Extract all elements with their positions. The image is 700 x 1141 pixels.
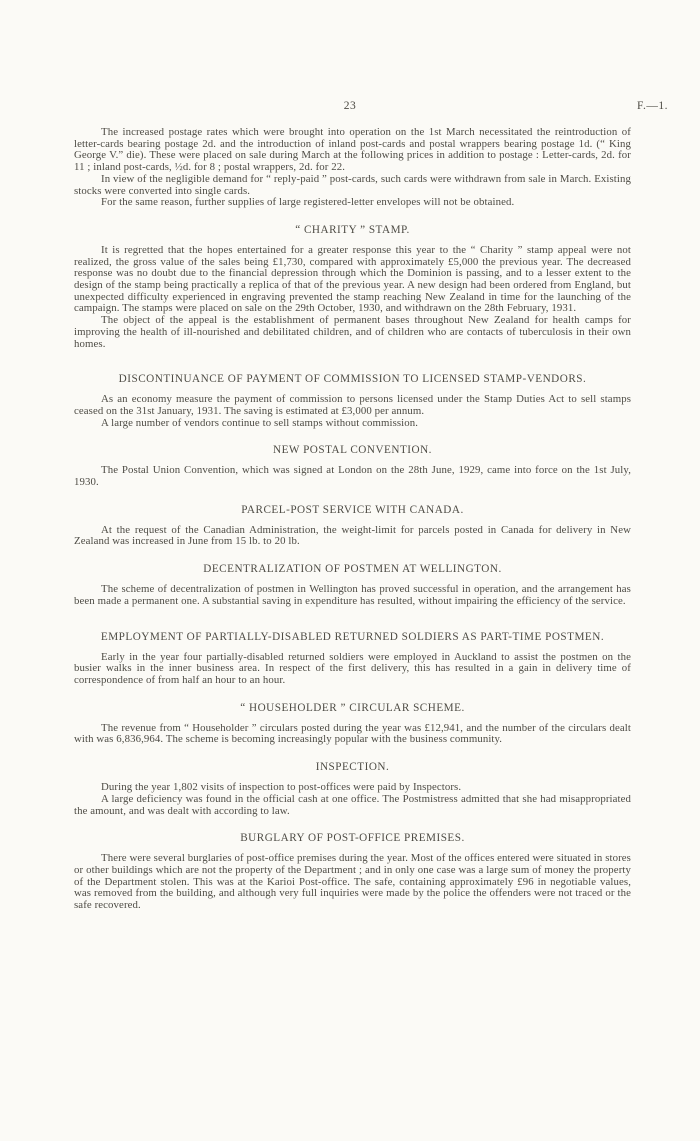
paragraph: During the year 1,802 visits of inspection to post-offices were paid by Inspectors. (101, 781, 462, 794)
page-body (74, 127, 631, 912)
paragraph: The revenue from “ Householder ” circulars posted during the year was £12,941, and the number of the circulars dealt with was 6,836,964. The scheme is becoming increasingly popular with the business community. (74, 721, 631, 746)
section-charity-stamp (74, 224, 631, 350)
section-heading: DECENTRALIZATION OF POSTMEN AT WELLINGTON. (203, 563, 502, 576)
document-reference: F.—1. (637, 100, 668, 112)
paragraph: In view of the negligible demand for “ reply-paid ” post-cards, such cards were withdrawn from sale in March. Existing stocks were converted into single cards. (74, 172, 631, 197)
section-heading: NEW POSTAL CONVENTION. (273, 444, 432, 457)
paragraph: For the same reason, further supplies of large registered-letter envelopes will not be obtained. (101, 196, 515, 209)
section-heading: “ HOUSEHOLDER ” CIRCULAR SCHEME. (240, 701, 465, 714)
paragraph: A large number of vendors continue to sell stamps without commission. (101, 416, 419, 429)
section-disabled-soldiers-postmen (74, 631, 631, 687)
paragraph: The increased postage rates which were brought into operation on the 1st March necessitated the reintroduction of letter-cards bearing postage 2d. and the introduction of inland post-cards and postal wrappers bearing postage 1d. (“ King George V.” die). These were placed on sale during March at the following prices in addition to postage : Letter-cards, 2d. for 11 ; inland post-cards, ½d. for 8 ; postal wrappers, 2d. for 22. (74, 126, 631, 174)
paragraph: At the request of the Canadian Administration, the weight-limit for parcels posted in Canada for delivery in New Zealand was increased in June from 15 lb. to 20 lb. (74, 523, 631, 548)
section-decentralization-postmen (74, 563, 631, 607)
section-postage-rates (74, 127, 631, 209)
section-inspection (74, 761, 631, 817)
paragraph: The Postal Union Convention, which was signed at London on the 28th June, 1929, came into force on the 1st July, 1930. (74, 464, 631, 489)
section-heading: DISCONTINUANCE OF PAYMENT OF COMMISSION TO LICENSED STAMP-VENDORS. (118, 373, 587, 386)
section-heading: PARCEL-POST SERVICE WITH CANADA. (241, 503, 464, 516)
section-burglary-premises (74, 832, 631, 912)
section-householder-circular (74, 702, 631, 746)
paragraph: As an economy measure the payment of commission to persons licensed under the Stamp Duties Act to sell stamps ceased on the 31st January, 1931. The saving is estimated at £3,000 per annum. (74, 393, 631, 417)
section-heading: INSPECTION. (315, 761, 390, 774)
page-number: 23 (343, 100, 357, 112)
section-heading: BURGLARY OF POST-OFFICE PREMISES. (240, 832, 465, 845)
section-parcel-post-canada (74, 504, 631, 548)
section-commission-discontinuance (74, 373, 631, 429)
paragraph: There were several burglaries of post-office premises during the year. Most of the offices entered were situated in stores or other buildings which are not the property of the Department ; and in only one case was a large sum of money the property of the Department stolen. This was at the Karioi Post-office. The safe, containing approximately £96 in negotiable values, was removed from the building, and although very full inquiries were made by the police the offenders were not traced or the safe recovered. (74, 852, 631, 912)
paragraph: It is regretted that the hopes entertained for a greater response this year to the “ Charity ” stamp appeal were not realized, the gross value of the sales being £1,730, compared with approximately £5,000 the previous year. The decreased response was no doubt due to the financial depression through which the Dominion is passing, and to a lesser extent to the design of the stamp being practically a replica of that of the previous year. A new design had been ordered from England, but unexpected difficulty experienced in engraving prevented the stamp reaching New Zealand in time for the launching of the campaign. The stamps were placed on sale on the 29th October, 1930, and withdrawn on the 28th February, 1931. (74, 243, 631, 315)
paragraph: Early in the year four partially-disabled returned soldiers were employed in Auckland to assist the postmen on the busier walks in the inner business area. In respect of the first delivery, this has resulted in a gain in delivery time of correspondence of from half an hour to an hour. (74, 650, 631, 686)
section-new-postal-convention (74, 444, 631, 488)
paragraph: A large deficiency was found in the official cash at one office. The Postmistress admitted that she had misappropriated the amount, and was dealt with according to law. (74, 792, 631, 817)
paragraph: The scheme of decentralization of postmen in Wellington has proved successful in operation, and the arrangement has been made a permanent one. A substantial saving in expenditure has resulted, without impairing the efficiency of the service. (74, 583, 631, 607)
section-heading: “ CHARITY ” STAMP. (295, 223, 410, 236)
paragraph: The object of the appeal is the establishment of permanent bases throughout New Zealand for health camps for improving the health of ill-nourished and debilitated children, and of children who are contacts of tuberculosis in their own homes. (74, 314, 631, 350)
section-heading: EMPLOYMENT OF PARTIALLY-DISABLED RETURNED SOLDIERS AS PART-TIME POSTMEN. (100, 630, 605, 643)
